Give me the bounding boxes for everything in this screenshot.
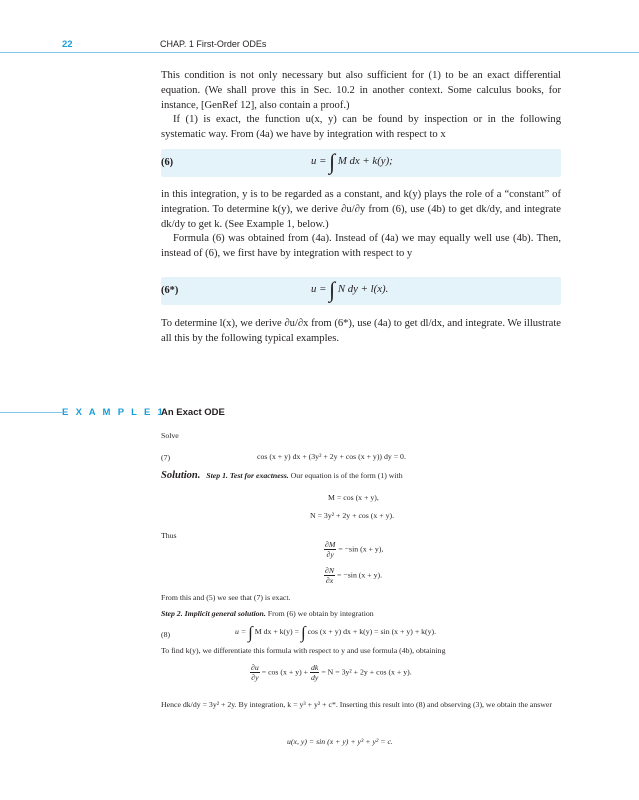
equation-6-label: (6) bbox=[161, 157, 174, 168]
solution-step-1 bbox=[161, 470, 561, 481]
intro-paragraph-1: This condition is not only necessary but also sufficient for (1) to be an exact differential equation. (We shall prove this in Sec. 10.2 in another context. Some calculus books, for instance, [GenRef 12], also contain a proof.) bbox=[161, 70, 561, 111]
thus-text: Thus bbox=[161, 531, 177, 540]
du-dy-equation bbox=[250, 663, 412, 682]
partial-N-denominator: ∂x bbox=[325, 576, 334, 585]
du-middle: = cos (x + y) + bbox=[261, 667, 309, 677]
du-denominator: ∂y bbox=[251, 673, 259, 682]
example-label: E X A M P L E 1 bbox=[62, 407, 168, 418]
after-paragraph: To determine l(x), we derive ∂u/∂x from (6*), use (4a) to get dl/dx, and integrate. We illustrate all this by the following typical examples. bbox=[161, 318, 561, 344]
middle-paragraph-2: Formula (6) was obtained from (4a). Instead of (4a) we may equally well use (4b). Then, instead of (6), we first have by integration with respect to y bbox=[161, 233, 561, 259]
du-rhs: = N = 3y² + 2y + cos (x + y). bbox=[321, 667, 412, 677]
middle-paragraph-1: in this integration, y is to be regarded as a constant, and k(y) plays the role of a “constant” of integration. To determine k(y), we derive ∂u/∂y from (6), use (4b) to get dk/dy, and integrate dk/dy to get k. (See Example 1, below.) bbox=[161, 189, 561, 230]
solve-text: Solve bbox=[161, 431, 179, 440]
equation-7: cos (x + y) dx + (3y² + 2y + cos (x + y)) dy = 0. bbox=[257, 452, 406, 461]
equation-8-rhs: cos (x + y) dx + k(y) = sin (x + y) + k(y). bbox=[307, 627, 437, 636]
partial-M-denominator: ∂y bbox=[326, 550, 334, 559]
partial-N-numerator: ∂N bbox=[325, 566, 335, 575]
partial-N-fraction bbox=[324, 566, 335, 585]
partial-M-numerator: ∂M bbox=[325, 540, 336, 549]
equation-8-lhs: u = bbox=[235, 627, 247, 636]
equation-6star-body: N dy + l(x). bbox=[337, 283, 389, 295]
header-rule bbox=[0, 52, 639, 53]
dk-dy-fraction bbox=[310, 663, 319, 682]
solution-word: Solution. bbox=[161, 470, 201, 481]
partial-M-fraction bbox=[324, 540, 336, 559]
integral-sign: ∫ bbox=[248, 623, 253, 642]
M-equation: M = cos (x + y), bbox=[328, 493, 379, 502]
find-k-text: To find k(y), we differentiate this formula with respect to y and use formula (4b), obtaining bbox=[161, 646, 446, 655]
partial-N-equation bbox=[324, 566, 382, 585]
equation-8-label: (8) bbox=[161, 630, 171, 639]
partial-M-equation bbox=[324, 540, 383, 559]
partial-N-rhs: = −sin (x + y). bbox=[337, 570, 383, 580]
example-title: An Exact ODE bbox=[161, 407, 225, 418]
exactness-conclusion: From this and (5) we see that (7) is exact. bbox=[161, 593, 291, 602]
equation-6star-lhs: u = bbox=[311, 283, 327, 295]
du-numerator: ∂u bbox=[251, 663, 259, 672]
equation-6-body: M dx + k(y); bbox=[337, 155, 393, 167]
step-2-title: Step 2. Implicit general solution. bbox=[161, 609, 266, 618]
equation-6star bbox=[311, 277, 389, 302]
equation-6 bbox=[311, 149, 393, 174]
integral-sign: ∫ bbox=[329, 149, 336, 174]
intro-paragraph-2: If (1) is exact, the function u(x, y) can be found by inspection or in the following systematic way. From (4a) we have by integration with respect to x bbox=[161, 114, 561, 140]
dk-numerator: dk bbox=[311, 663, 319, 672]
integral-sign: ∫ bbox=[300, 623, 306, 642]
chapter-header: CHAP. 1 First-Order ODEs bbox=[160, 39, 267, 49]
equation-6star-label: (6*) bbox=[161, 285, 179, 296]
page-number: 22 bbox=[62, 39, 73, 50]
du-dy-fraction bbox=[250, 663, 260, 682]
step-1-text: Our equation is of the form (1) with bbox=[290, 471, 403, 480]
step-2-text: From (6) we obtain by integration bbox=[267, 609, 374, 618]
partial-M-rhs: = −sin (x + y), bbox=[338, 544, 384, 554]
equation-7-label: (7) bbox=[161, 453, 171, 462]
equation-8-middle: M dx + k(y) = bbox=[254, 627, 299, 636]
answer-equation: u(x, y) = sin (x + y) + y³ + y² = c. bbox=[287, 737, 393, 746]
equation-8 bbox=[235, 623, 437, 642]
N-equation: N = 3y² + 2y + cos (x + y). bbox=[310, 511, 395, 520]
dk-denominator: dy bbox=[311, 673, 319, 682]
equation-6-lhs: u = bbox=[311, 155, 327, 167]
solution-step-2 bbox=[161, 608, 374, 619]
integral-sign: ∫ bbox=[329, 277, 336, 302]
hence-text: Hence dk/dy = 3y² + 2y. By integration, k = y³ + y² + c*. Inserting this result into (8) and observing (3), we obtain the answer bbox=[161, 700, 552, 709]
step-1-title: Step 1. Test for exactness. bbox=[206, 471, 289, 480]
